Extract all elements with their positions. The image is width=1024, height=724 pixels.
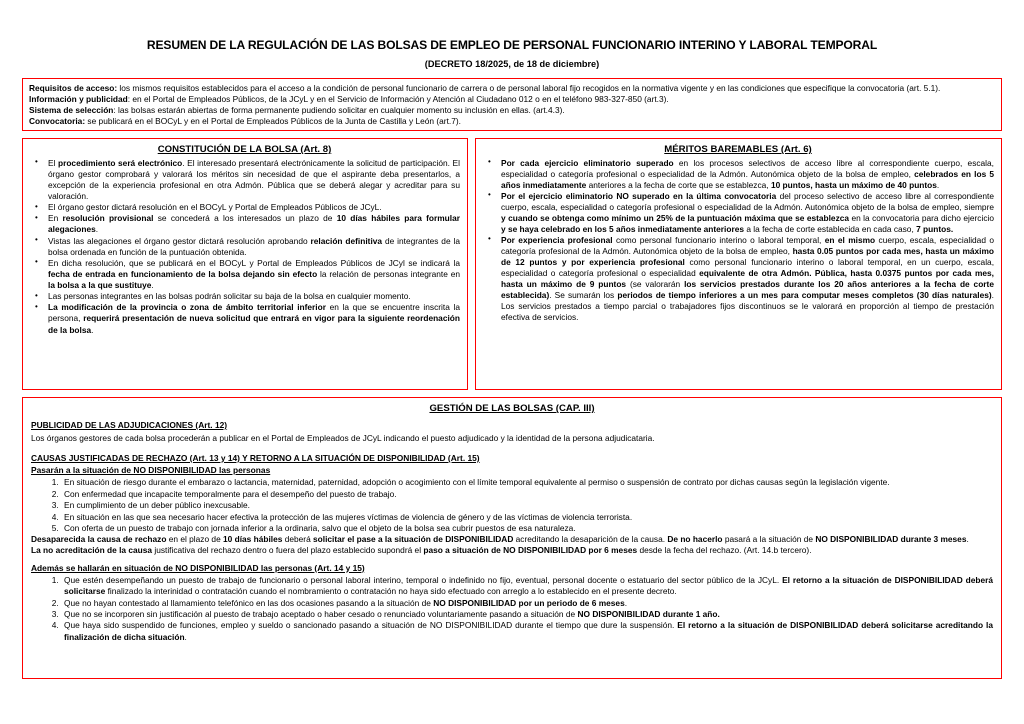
requirement-text: los mismos requisitos establecidos para el acceso a la condición de personal funcionario de carrera o de personal laboral fijo recogidos en la normativa vigente y en las condiciones que especifique la convocatoria (art. 5.1).: [117, 82, 941, 93]
causes-subheading: Pasarán a la situación de NO DISPONIBILIDAD las personas: [31, 465, 271, 476]
list-item: 5. Con oferta de un puesto de trabajo con jornada inferior a la ordinaria, salvo que el objeto de la bolsa sea cubrir puestos de esa naturaleza.: [61, 523, 993, 534]
requirement-label: Convocatoria:: [29, 116, 86, 127]
page-subtitle: (DECRETO 18/2025, de 18 de diciembre): [424, 58, 600, 69]
list-item: 4. En situación en las que sea necesario hacer efectiva la protección de las mujeres víctimas de violencia de género y de las víctimas de violencia terrorista.: [61, 512, 993, 523]
management-heading: GESTIÓN DE LAS BOLSAS (CAP. III): [429, 403, 595, 415]
requirement-line: [29, 105, 996, 116]
list-item: 3. Que no se incorporen sin justificación al puesto de trabajo aceptado o haber cesado o renunciado voluntariamente pasando a situación de NO DISPONIBILIDAD durante 1 año.: [61, 609, 993, 620]
requirement-text: se publicará en el BOCyL y en el Portal de Empleados Públicos de la Junta de Castilla y León (art.7).: [85, 116, 461, 127]
causes-heading: CAUSAS JUSTIFICADAS DE RECHAZO (Art. 13 y 14) Y RETORNO A LA SITUACIÓN DE DISPONIBILIDAD (Art. 15): [31, 452, 480, 463]
list-item: • La modificación de la provincia o zona de ámbito territorial inferior en la que se encuentre inscrita la persona, requerirá presentación de nueva solicitud que entrará en vigor para la siguiente reordenación de la bolsa.: [46, 302, 460, 335]
additional-list: [31, 575, 993, 643]
list-item: • En dicha resolución, que se publicará en el BOCyL y Portal de Empleados Públicos de JCyl se indicará la fecha de entrada en funcionamiento de la bolsa dejando sin efecto la relación de personas integrante en la bolsa a la que sustituye.: [46, 258, 460, 291]
list-item: 2. Que no hayan contestado al llamamiento telefónico en las dos ocasiones pasando a la situación de NO DISPONIBILIDAD por un periodo de 6 meses.: [61, 598, 993, 609]
additional-heading: Además se hallarán en situación de NO DISPONIBILIDAD las personas (Art. 14 y 15): [31, 562, 365, 573]
list-item: • Las personas integrantes en las bolsas podrán solicitar su baja de la bolsa en cualquier momento.: [46, 291, 460, 302]
list-item: • Por experiencia profesional como personal funcionario interino o laboral temporal, en el mismo cuerpo, escala, especialidad o categoría profesional de la Admón. Autonómica objeto de la bolsa de empleo, hasta 0.05 puntos por cada mes, hasta un máximo de 12 puntos y por experiencia profesional como personal funcionario interino o laboral temporal, en un cuerpo, escala, especialidad o categoría profesional o especialidad equivalente de otra Admón. Pública, hasta 0.0375 puntos por cada mes, hasta un máximo de 9 puntos (se valorarán los servicios prestados durante los 20 años anteriores a la fecha de corte establecida). Se sumarán los periodos de tiempo inferiores a un mes para computar meses completos (30 días naturales). Los servicios prestados a tiempo parcial o trabajadores fijos discontinuos se le valorará en proporción al tiempo de prestación efectiva de servicios.: [499, 235, 994, 323]
list-item: • En resolución provisional se concederá a los interesados un plazo de 10 días hábiles para formular alegaciones.: [46, 213, 460, 235]
requirement-label: Información y publicidad: [29, 93, 128, 104]
publicity-heading: PUBLICIDAD DE LAS ADJUDICACIONES (Art. 12): [31, 420, 228, 431]
requirements-box: [22, 78, 1002, 132]
constitution-bullet-list: [29, 158, 460, 336]
list-item: • El órgano gestor dictará resolución en el BOCyL y Portal de Empleados Públicos de JCyL.: [46, 202, 460, 213]
page-title: RESUMEN DE LA REGULACIÓN DE LAS BOLSAS DE EMPLEO DE PERSONAL FUNCIONARIO INTERINO Y LABORAL TEMPORAL: [146, 38, 878, 52]
list-item: • El procedimiento será electrónico. El interesado presentará electrónicamente la solicitud de participación. El órgano gestor comprobará y valorará los méritos sin necesidad de que el aspirante deba presentarlos, a excepción de la experiencia profesional en otra Admón. Pública que se deberá alegar y acreditar para su valoración.: [46, 158, 460, 203]
requirement-line: [29, 83, 996, 94]
merits-bullet-list: [482, 158, 994, 324]
list-item: 3. En cumplimiento de un deber público inexcusable.: [61, 500, 993, 511]
merits-column: [475, 138, 1002, 390]
list-item: 4. Que haya sido suspendido de funciones, empleo y sueldo o sancionado pasando a situación de NO DISPONIBILIDAD durante el tiempo que dure la suspensión. El retorno a la situación de DISPONIBILIDAD deberá solicitarse acreditando la finalización de dicha situación.: [61, 620, 993, 643]
list-item: 1. Que estén desempeñando un puesto de trabajo de funcionario o personal laboral interino, temporal o indefinido no fijo, eventual, personal docente o estatuario del sector público de la JCyL. El retorno a la situación de DISPONIBILIDAD deberá solicitarse finalizado la interinidad o contratación cuando el nombramiento o contratación no haya sido efectuado con arreglo a lo establecido en el presente decreto.: [61, 575, 993, 598]
management-box: [22, 397, 1002, 679]
list-item: 1. En situación de riesgo durante el embarazo o lactancia, maternidad, paternidad, adopción o acogimiento con el límite temporal equivalente al permiso o suspensión de contrato por dichas causas según la legislación vigente.: [61, 477, 993, 488]
two-column-row: [22, 138, 1002, 390]
constitution-box: [22, 138, 468, 390]
requirement-text: : en el Portal de Empleados Públicos, de la JCyL y en el Servicio de Información y Atención al Ciudadano 012 o en el teléfono 983-327-850 (art.3).: [127, 93, 669, 104]
list-item: • Por el ejercicio eliminatorio NO superado en la última convocatoria del proceso selectivo de acceso libre al correspondiente cuerpo, escala, especialidad o categoría profesional o especialidad de la Admón. Autonómica objeto de la bolsa de empleo, siempre y cuando se obtenga como mínimo un 25% de la puntuación máxima que se establezca en la convocatoria para dicho ejercicio y se haya celebrado en los 5 años inmediatamente anteriores a la fecha de corte establecida en cada caso, 7 puntos.: [499, 191, 994, 235]
requirement-text: : las bolsas estarán abiertas de forma permanente pudiendo solicitar en cualquier momento su inclusión en ellas. (art.4.3).: [113, 104, 565, 115]
constitution-heading: CONSTITUCIÓN DE LA BOLSA (Art. 8): [157, 144, 332, 156]
divider-space: [31, 444, 993, 453]
causes-paragraph: La no acreditación de la causa justificativa del rechazo dentro o fuera del plazo establecido supondrá el paso a situación de NO DISPONIBILIDAD por 6 meses desde la fecha del rechazo. (Art. 14.b tercero).: [31, 545, 812, 556]
requirement-label: Sistema de selección: [29, 104, 114, 115]
publicity-text: Los órganos gestores de cada bolsa procederán a publicar en el Portal de Empleados de JCyL indicando el puesto adjudicado y la identidad de la persona adjudicataria.: [31, 432, 655, 443]
list-item: • Por cada ejercicio eliminatorio superado en los procesos selectivos de acceso libre al correspondiente cuerpo, escala, especialidad o categoría profesional o especialidad de la Admón. Autonómica objeto de la bolsa de empleo, celebrados en los 5 años inmediatamente anteriores a la fecha de corte que se establezca, 10 puntos, hasta un máximo de 40 puntos.: [499, 158, 994, 191]
causes-list: [31, 477, 993, 534]
requirement-label: Requisitos de acceso:: [29, 82, 118, 93]
requirement-line: [29, 94, 996, 105]
merits-heading: MÉRITOS BAREMABLES (Art. 6): [664, 144, 812, 156]
list-item: • Vistas las alegaciones el órgano gestor dictará resolución aprobando relación definitiva de integrantes de la bolsa ordenada en función de la puntuación obtenida.: [46, 236, 460, 258]
merits-box: [475, 138, 1002, 390]
constitution-column: [22, 138, 468, 390]
causes-paragraph: Desaparecida la causa de rechazo en el plazo de 10 días hábiles deberá solicitar el pase a la situación de DISPONIBILIDAD acreditando la desaparición de la causa. De no hacerlo pasará a la situación de NO DISPONIBILIDAD durante 3 meses.: [31, 534, 969, 545]
requirement-line: [29, 116, 996, 127]
list-item: 2. Con enfermedad que incapacite temporalmente para el desempeño del puesto de trabajo.: [61, 489, 993, 500]
